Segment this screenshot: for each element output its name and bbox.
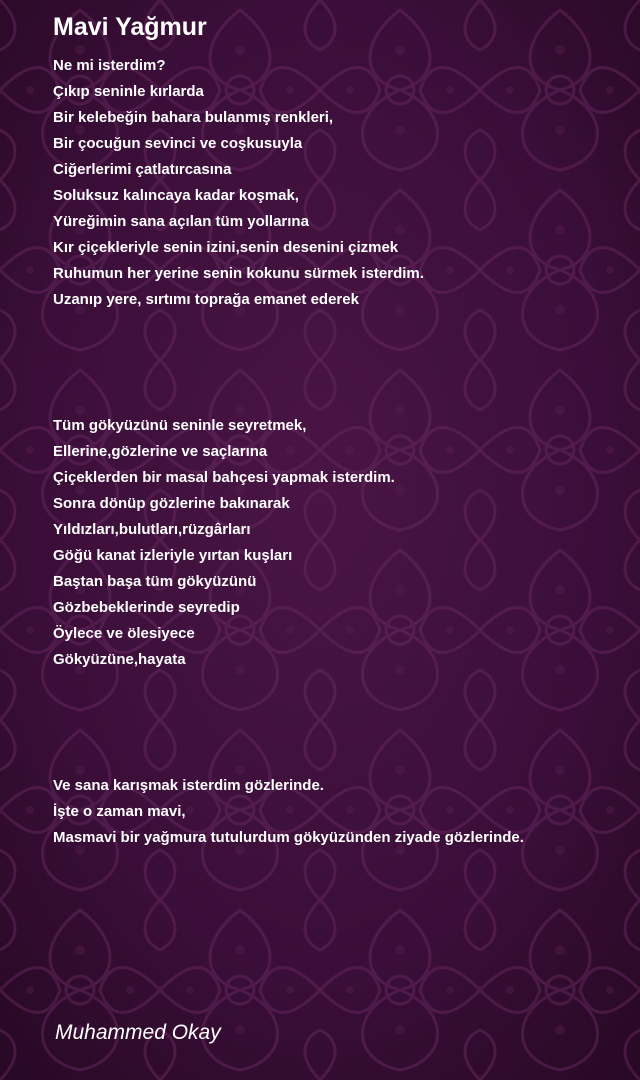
poem-line: Yüreğimin sana açılan tüm yollarına xyxy=(53,213,309,230)
poem-line: Ellerine,gözlerine ve saçlarına xyxy=(53,443,268,460)
poem-line: İşte o zaman mavi, xyxy=(53,803,186,820)
poem-line: Bir kelebeğin bahara bulanmış renkleri, xyxy=(53,109,334,126)
stanza-3 xyxy=(53,773,524,851)
stanza-2 xyxy=(53,413,395,673)
poem-line: Öylece ve ölesiyece xyxy=(53,625,195,642)
poem-line: Ruhumun her yerine senin kokunu sürmek isterdim. xyxy=(53,265,424,282)
poem-line: Uzanıp yere, sırtımı toprağa emanet ederek xyxy=(53,291,359,308)
poem-line: Masmavi bir yağmura tutulurdum gökyüzünden ziyade gözlerinde. xyxy=(53,829,524,846)
poem-line: Yıldızları,bulutları,rüzgârları xyxy=(53,521,251,538)
poem-line: Gökyüzüne,hayata xyxy=(53,651,186,668)
poem-line: Tüm gökyüzünü seninle seyretmek, xyxy=(53,417,307,434)
poem-line: Ne mi isterdim? xyxy=(53,57,166,74)
poem-line: Göğü kanat izleriyle yırtan kuşları xyxy=(53,547,293,564)
poem-line: Bir çocuğun sevinci ve coşkusuyla xyxy=(53,135,303,152)
poem-line: Gözbebeklerinde seyredip xyxy=(53,599,240,616)
poem-author: Muhammed Okay xyxy=(55,1021,221,1044)
poem-line: Sonra dönüp gözlerine bakınarak xyxy=(53,495,290,512)
stanza-1 xyxy=(53,53,424,313)
poem-line: Çıkıp seninle kırlarda xyxy=(53,83,204,100)
poem-line: Ve sana karışmak isterdim gözlerinde. xyxy=(53,777,324,794)
poem-title: Mavi Yağmur xyxy=(53,13,207,41)
poem-line: Baştan başa tüm gökyüzünü xyxy=(53,573,257,590)
poem-line: Çiçeklerden bir masal bahçesi yapmak isterdim. xyxy=(53,469,395,486)
poem-line: Kır çiçekleriyle senin izini,senin desenini çizmek xyxy=(53,239,399,256)
poem-line: Ciğerlerimi çatlatırcasına xyxy=(53,161,232,178)
poem-line: Soluksuz kalıncaya kadar koşmak, xyxy=(53,187,299,204)
